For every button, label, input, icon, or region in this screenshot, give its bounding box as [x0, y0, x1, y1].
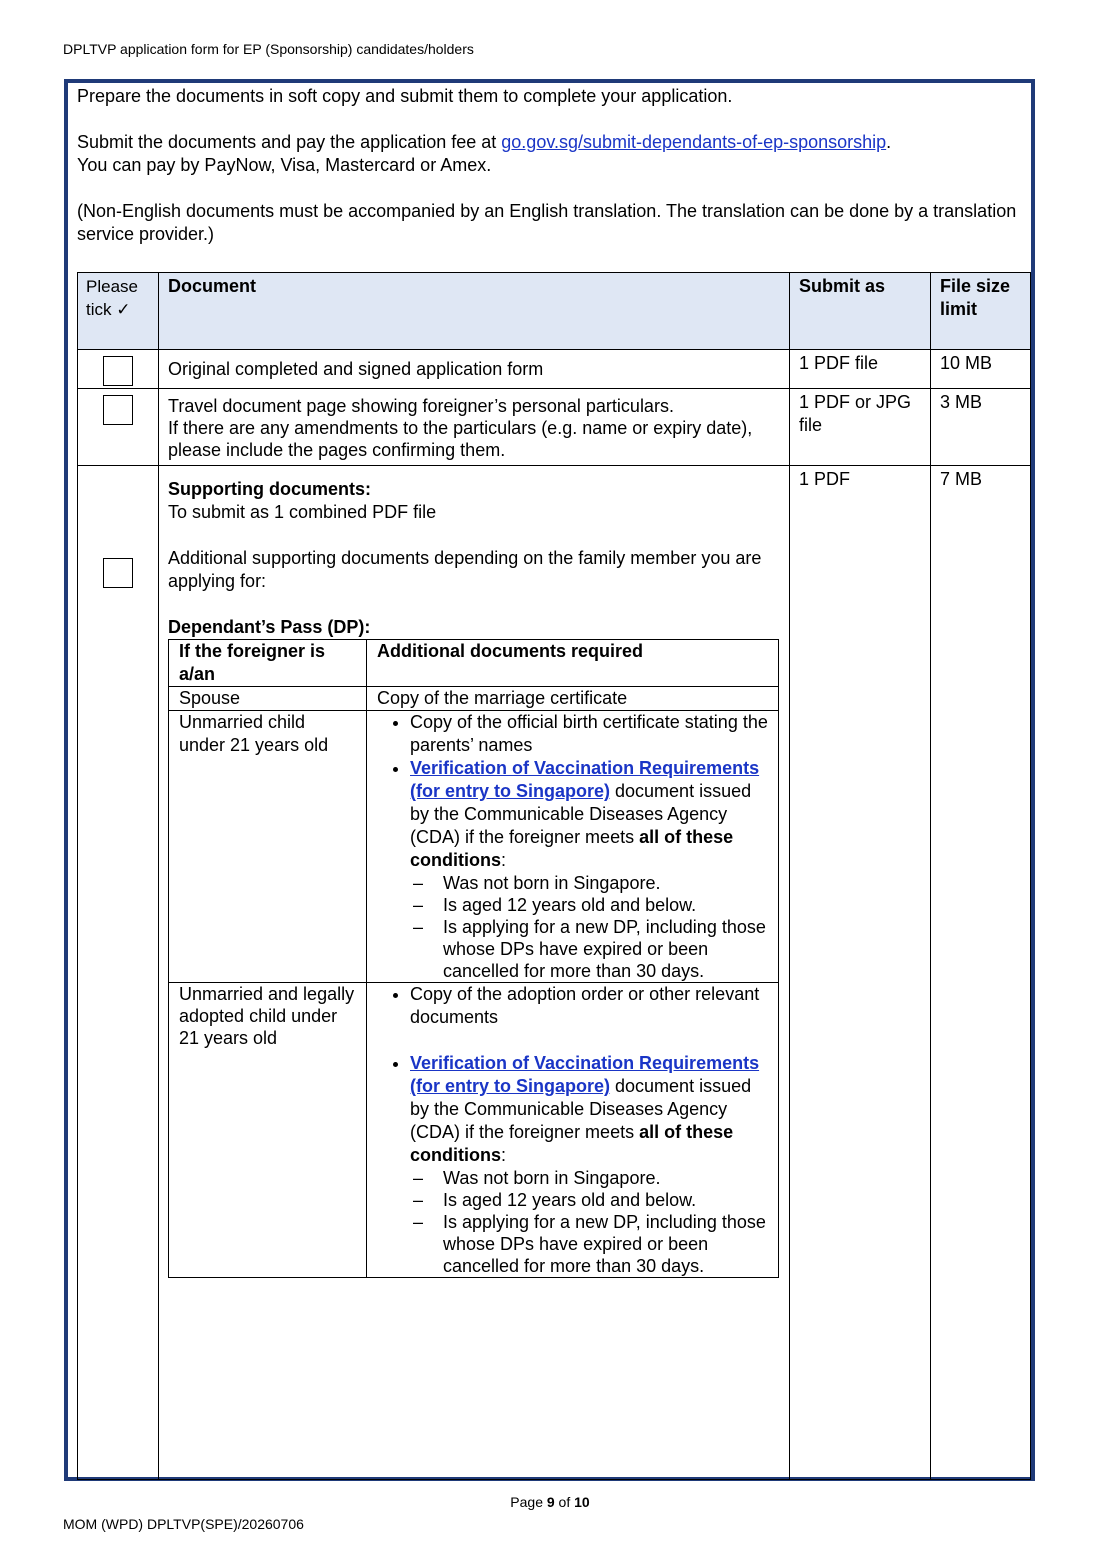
supporting-additional: Additional supporting documents depending on the family member you are applying for: [168, 548, 762, 591]
list-item: – Is applying for a new DP, including those whose DPs have expired or been cancelled for more than 30 days. [443, 1211, 768, 1277]
vacc-colon: : [501, 1145, 507, 1165]
supporting-title: Supporting documents: [168, 479, 371, 499]
header-size-limit: File size limit [931, 273, 1031, 350]
intro-submit [77, 131, 1037, 177]
vaccination-link[interactable]: Verification of Vaccination Requirements (for entry to Singapore) [410, 758, 760, 801]
bullet-list [377, 711, 768, 982]
row-submit-as: 1 PDF [790, 466, 931, 1480]
row-size: 3 MB [931, 389, 1031, 466]
checkbox-travel-document[interactable] [103, 395, 133, 425]
dp-header-row [169, 640, 779, 687]
checkbox-supporting-documents[interactable] [103, 558, 133, 588]
page-header: DPLTVP application form for EP (Sponsorship) candidates/holders [63, 41, 474, 57]
tick-cell [78, 389, 159, 466]
vacc-text: document issued by the Communicable Diseases Agency (CDA) if the foreigner meets [410, 781, 752, 847]
list-item: • Copy of the official birth certificate stating the parents’ names [410, 711, 768, 757]
dp-who: Unmarried child under 21 years old [169, 711, 367, 983]
conditions-list [410, 1167, 768, 1277]
dp-doc [367, 983, 779, 1278]
checkbox-application-form[interactable] [103, 356, 133, 386]
intro-translation-note: (Non-English documents must be accompanied by an English translation. The translation can be done by a translation service provider.) [77, 201, 1017, 244]
row-document [159, 466, 790, 1480]
row-document [159, 389, 790, 466]
header-tick: Please tick ✓ [78, 273, 159, 350]
list-item [410, 757, 768, 982]
tick-cell [78, 350, 159, 389]
row-size: 10 MB [931, 350, 1031, 389]
intro-prepare: Prepare the documents in soft copy and submit them to complete your application. [77, 86, 733, 106]
vacc-bold: all of these conditions [410, 1122, 734, 1165]
row-size: 7 MB [931, 466, 1031, 1480]
page-prefix: Page [510, 1494, 547, 1510]
tick-cell [78, 466, 159, 1480]
intro-payment: You can pay by PayNow, Visa, Mastercard or Amex. [77, 155, 492, 175]
intro-submit-suffix: . [886, 132, 892, 152]
dp-who: Spouse [169, 687, 367, 711]
vacc-colon: : [501, 850, 507, 870]
page-total: 10 [574, 1494, 590, 1510]
table-row [78, 389, 1031, 466]
list-item [410, 1052, 768, 1277]
page-current: 9 [546, 1494, 555, 1510]
list-item: – Is aged 12 years old and below. [443, 894, 768, 916]
list-item: – Is aged 12 years old and below. [443, 1189, 768, 1211]
dp-row-adopted [169, 983, 779, 1278]
form-code: MOM (WPD) DPLTVP(SPE)/20260706 [63, 1516, 304, 1532]
dp-row-child [169, 711, 779, 983]
list-item: – Is applying for a new DP, including those whose DPs have expired or been cancelled for more than 30 days. [443, 916, 768, 982]
supporting-subtitle: To submit as 1 combined PDF file [168, 502, 437, 522]
submit-link[interactable]: go.gov.sg/submit-dependants-of-ep-sponsorship [501, 132, 887, 152]
dp-row-spouse [169, 687, 779, 711]
table-header-row [78, 273, 1031, 350]
dp-header-foreigner: If the foreigner is a/an [169, 640, 367, 687]
dp-title: Dependant’s Pass (DP): [168, 617, 371, 637]
dp-doc [367, 711, 779, 983]
table-row [78, 350, 1031, 389]
dp-table [168, 639, 779, 1278]
header-submit-as: Submit as [790, 273, 931, 350]
intro-submit-prefix: Submit the documents and pay the application fee at [77, 132, 502, 152]
dp-doc: Copy of the marriage certificate [367, 687, 779, 711]
table-row [78, 466, 1031, 1480]
vacc-bold: all of these conditions [410, 827, 734, 870]
page-number [0, 1494, 1100, 1510]
conditions-list [410, 872, 768, 982]
intro-section [77, 85, 1037, 269]
page-mid: of [554, 1494, 575, 1510]
documents-table [77, 272, 1031, 1480]
header-document: Document [159, 273, 790, 350]
dp-who: Unmarried and legally adopted child under 21 years old [169, 983, 367, 1278]
travel-doc-line2: If there are any amendments to the particulars (e.g. name or expiry date), please include the pages confirming them. [168, 418, 753, 460]
row-submit-as: 1 PDF or JPG file [790, 389, 931, 466]
row-document: Original completed and signed application form [159, 350, 790, 389]
dp-header-docs: Additional documents required [367, 640, 779, 687]
list-item: – Was not born in Singapore. [443, 1167, 768, 1189]
list-item: • Copy of the adoption order or other relevant documents [410, 983, 768, 1029]
list-item: – Was not born in Singapore. [443, 872, 768, 894]
vacc-text: document issued by the Communicable Diseases Agency (CDA) if the foreigner meets [410, 1076, 752, 1142]
travel-doc-line1: Travel document page showing foreigner’s personal particulars. [168, 396, 674, 416]
row-submit-as: 1 PDF file [790, 350, 931, 389]
vaccination-link[interactable]: Verification of Vaccination Requirements (for entry to Singapore) [410, 1053, 760, 1096]
bullet-list [377, 983, 768, 1277]
